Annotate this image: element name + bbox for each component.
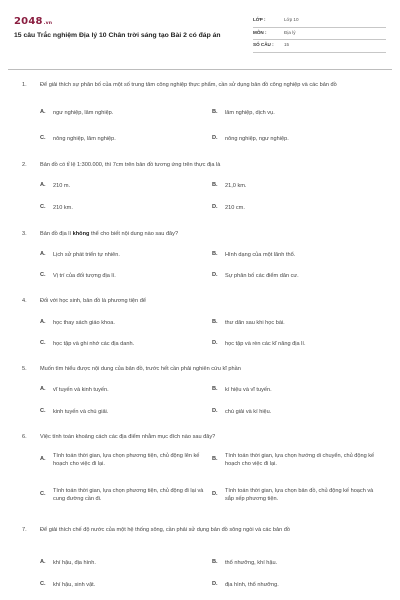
- option-text: Tính toán thời gian, lựa chọn phương tiện, chủ động đi lại và cung đường cần đi.: [53, 488, 204, 503]
- question-text: Đối với học sinh, bản đồ là phương tiện để: [40, 298, 146, 304]
- option-letter: D.: [212, 340, 218, 346]
- option-letter: C.: [40, 204, 46, 210]
- question-number: 7.: [22, 527, 27, 533]
- option-letter: B.: [212, 319, 218, 325]
- option-text: Tính toán thời gian, lựa chọn hướng di chuyển, chủ động kế hoạch cho việc đi lại.: [225, 453, 375, 468]
- option-letter: B.: [212, 455, 218, 462]
- meta-row-count: [253, 40, 386, 53]
- question-text: Muốn tìm hiểu được nội dung của bản đồ, trước hết cần phải nghiên cứu kĩ phần: [40, 366, 241, 372]
- meta-row-subject: [253, 28, 386, 41]
- option-text: thổ nhưỡng, khí hậu.: [225, 560, 278, 566]
- option-text: 210 cm.: [225, 205, 245, 211]
- option-text: Hình dạng của một lãnh thổ.: [225, 252, 296, 258]
- option-text: kí hiệu và vĩ tuyến.: [225, 387, 272, 393]
- option-letter: D.: [212, 272, 218, 278]
- option-letter: C.: [40, 135, 46, 141]
- option-text: địa hình, thổ nhưỡng.: [225, 582, 279, 588]
- option-letter: D.: [212, 135, 218, 141]
- page-title: 15 câu Trắc nghiệm Địa lý 10 Chân trời sáng tạo Bài 2 có đáp án: [14, 32, 221, 39]
- option-letter: C.: [40, 490, 46, 497]
- option-letter: D.: [212, 408, 218, 414]
- question-number: 5.: [22, 366, 27, 372]
- question-number: 3.: [22, 231, 27, 237]
- option-text: học thay sách giáo khoa.: [53, 320, 115, 326]
- option-letter: A.: [40, 319, 46, 325]
- option-letter: B.: [212, 109, 218, 115]
- option-text: kinh tuyến và chú giải.: [53, 409, 109, 415]
- meta-label: MÔN :: [253, 29, 267, 35]
- question-text: Việc tính toán khoảng cách các địa điểm nhằm mục đích nào sau đây?: [40, 434, 216, 440]
- question-number: 1.: [22, 82, 27, 88]
- option-text: 210 km.: [53, 205, 73, 211]
- option-letter: B.: [212, 182, 218, 188]
- option-letter: B.: [212, 251, 218, 257]
- option-text: khí hậu, địa hình.: [53, 560, 96, 566]
- option-text: chú giải và kí hiệu.: [225, 409, 272, 415]
- meta-label: LỚP :: [253, 17, 266, 22]
- question-number: 6.: [22, 434, 27, 440]
- site-logo[interactable]: [14, 15, 52, 29]
- option-letter: C.: [40, 581, 46, 587]
- option-text: lâm nghiệp, dịch vụ.: [225, 110, 275, 116]
- option-letter: B.: [212, 386, 218, 392]
- option-text: 21,0 km.: [225, 183, 247, 189]
- document-header: [0, 0, 400, 70]
- question-text: [40, 231, 380, 239]
- option-letter: A.: [40, 251, 46, 257]
- option-text: Sự phân bố các điểm dân cư.: [225, 273, 299, 279]
- meta-value: Lớp 10: [284, 17, 299, 22]
- option-letter: A.: [40, 182, 46, 188]
- logo-text: 2048: [14, 16, 43, 27]
- meta-value: Địa lý: [284, 29, 296, 35]
- option-text: thư dãn sau khi học bài.: [225, 320, 285, 326]
- option-letter: A.: [40, 109, 46, 115]
- meta-row-class: [253, 15, 386, 28]
- logo-domain: .vn: [43, 21, 53, 26]
- option-text: ngư nghiệp, lâm nghiệp.: [53, 110, 114, 116]
- header-divider: [8, 69, 392, 70]
- option-letter: C.: [40, 272, 46, 278]
- meta-info: [253, 15, 386, 53]
- question-text: Bản đồ có tỉ lệ 1:300.000, thì 7cm trên bản đồ tương ứng trên thực địa là: [40, 162, 221, 168]
- option-text: Tính toán thời gian, lựa chọn bản đồ, chủ động kế hoạch và sắp xếp phương tiện.: [225, 488, 374, 503]
- meta-value: 15: [284, 42, 290, 47]
- option-letter: A.: [40, 559, 46, 565]
- question-text-part: thể cho biết nội dung nào sau đây?: [89, 231, 179, 237]
- option-text: học tập và ghi nhớ các địa danh.: [53, 341, 135, 347]
- option-text: học tập và rèn các kĩ năng địa lí.: [225, 341, 306, 347]
- question-number: 2.: [22, 162, 27, 168]
- option-text: nông nghiệp, ngư nghiệp.: [225, 136, 289, 142]
- option-letter: C.: [40, 408, 46, 414]
- option-letter: A.: [40, 386, 46, 392]
- option-letter: C.: [40, 340, 46, 346]
- question-text-emphasis: không: [72, 231, 90, 237]
- question-number: 4.: [22, 298, 27, 304]
- option-text: nông nghiệp, lâm nghiệp.: [53, 136, 116, 142]
- option-text: Lịch sử phát triển tự nhiên.: [53, 252, 120, 258]
- option-text: Vị trí của đối tượng địa lí.: [53, 273, 116, 279]
- option-text: 210 m.: [53, 183, 71, 189]
- question-text: Để giải thích sự phân bố của một số trung tâm công nghiệp thực phẩm, cần sử dụng bản đồ công nghiệp và các bản đồ: [40, 82, 337, 88]
- option-text: khí hậu, sinh vật.: [53, 582, 96, 588]
- question-text: Để giải thích chế độ nước của một hệ thống sông, cần phải sử dụng bản đồ sông ngòi và các bản đồ: [40, 527, 290, 533]
- option-letter: D.: [212, 581, 218, 587]
- option-text: vĩ tuyến và kinh tuyến.: [53, 387, 109, 393]
- question-text-part: Bản đồ địa lí: [40, 231, 73, 237]
- option-letter: D.: [212, 490, 218, 497]
- option-text: Tính toán thời gian, lựa chọn phương tiện, chủ động lên kế hoạch cho việc đi lại.: [53, 453, 200, 468]
- option-letter: D.: [212, 204, 218, 210]
- option-letter: A.: [40, 455, 46, 462]
- meta-label: SỐ CÂU :: [253, 42, 274, 47]
- option-letter: B.: [212, 559, 218, 565]
